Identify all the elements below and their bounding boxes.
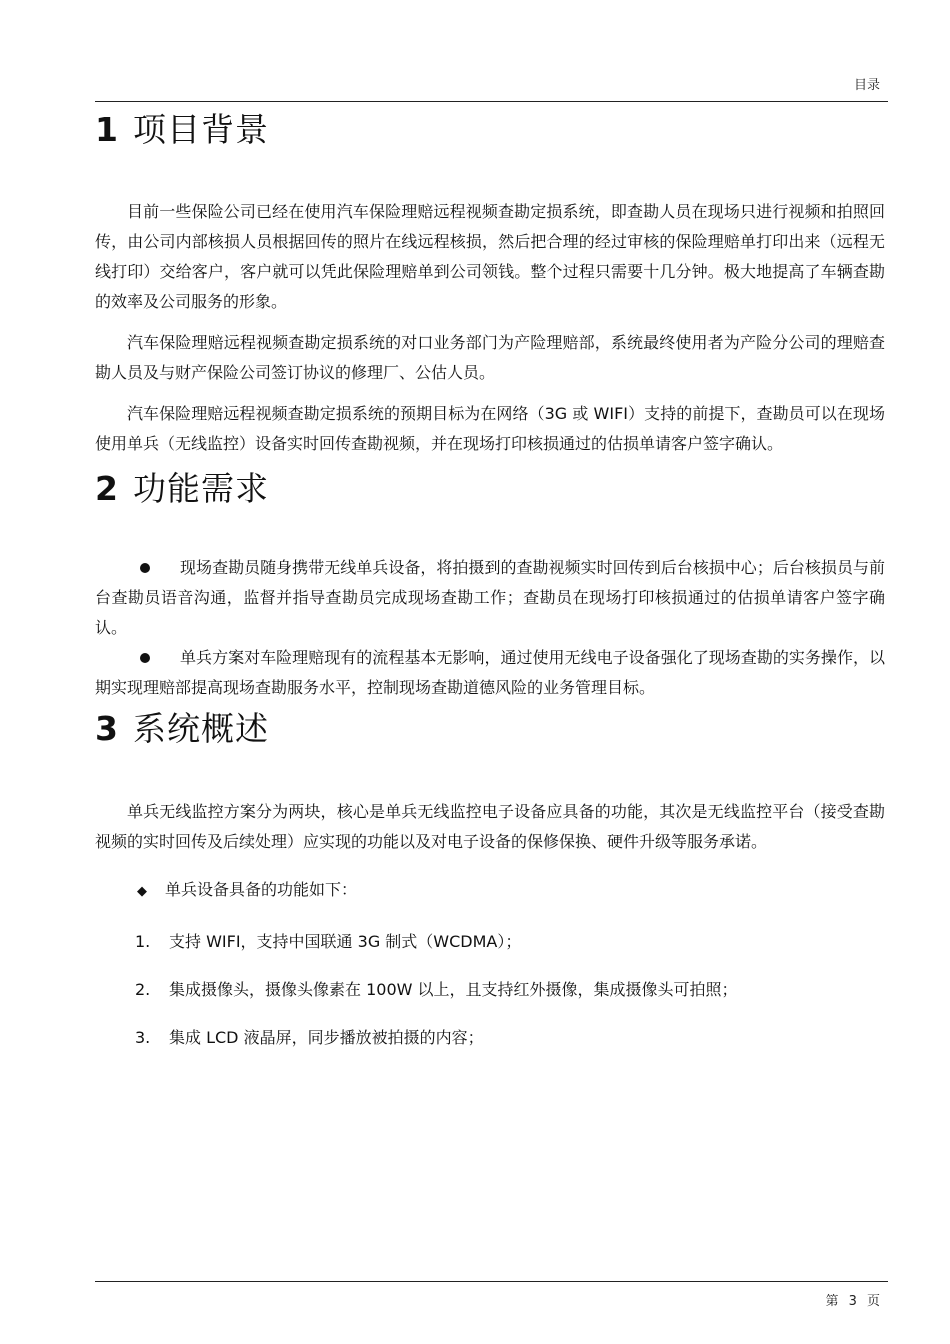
section-heading-2 [95,463,885,515]
section-title: 系统概述 [132,709,269,748]
section-number: 2 [95,469,119,508]
diamond-list-item [95,875,885,907]
bullet-text: 现场查勘员随身携带无线单兵设备，将拍摄到的查勘视频实时回传到后台核损中心；后台核损员与前台查勘员语音沟通，监督并指导查勘员完成现场查勘工作；查勘员在现场打印核损通过的估损单请客户签字确认。 [95,558,885,637]
numbered-item [95,927,885,957]
item-text: 集成 LCD 液晶屏，同步播放被拍摄的内容； [169,1028,484,1047]
bullet-item [95,643,885,703]
section-number: 1 [95,110,119,149]
paragraph: 单兵无线监控方案分为两块，核心是单兵无线监控电子设备应具备的功能，其次是无线监控平台（接受查勘视频的实时回传及后续处理）应实现的功能以及对电子设备的保修保换、硬件升级等服务承诺。 [95,802,885,851]
item-text: 集成摄像头，摄像头像素在 100W 以上，且支持红外摄像，集成摄像头可拍照； [169,980,738,999]
section-heading-3 [95,703,885,755]
item-number: 3. [135,1028,151,1047]
paragraph: 目前一些保险公司已经在使用汽车保险理赔远程视频查勘定损系统，即查勘人员在现场只进行视频和拍照回传，由公司内部核损人员根据回传的照片在线远程核损，然后把合理的经过审核的保险理赔单打印出来（远程无线打印）交给客户，客户就可以凭此保险理赔单到公司领钱。整个过程只需要十几分钟。极大地提高了车辆查勘的效率及公司服务的形象。 [95,202,885,311]
paragraph: 汽车保险理赔远程视频查勘定损系统的预期目标为在网络（3G 或 WIFI）支持的前提下，查勘员可以在现场使用单兵（无线监控）设备实时回传查勘视频，并在现场打印核损通过的估损单请客户签字确认。 [95,404,885,453]
numbered-item [95,975,885,1005]
section-number: 3 [95,709,119,748]
item-text: 支持 WIFI，支持中国联通 3G 制式（WCDMA）； [169,932,522,951]
item-number: 2. [135,980,151,999]
bullet-item [95,553,885,643]
paragraph: 汽车保险理赔远程视频查勘定损系统的对口业务部门为产险理赔部，系统最终使用者为产险分公司的理赔查勘人员及与财产保险公司签订协议的修理厂、公估人员。 [95,333,885,382]
bullet-icon [140,563,150,573]
section-heading-1 [95,104,885,156]
numbered-item [95,1023,885,1053]
diamond-bullet-icon: ◆ [137,884,147,899]
section-title: 项目背景 [132,110,269,149]
diamond-item-text: 单兵设备具备的功能如下： [165,880,358,899]
header-rule [95,101,888,102]
section-title: 功能需求 [132,469,269,508]
bullet-icon [140,653,150,663]
footer-rule [95,1281,888,1282]
bullet-text: 单兵方案对车险理赔现有的流程基本无影响，通过使用无线电子设备强化了现场查勘的实务操作，以期实现理赔部提高现场查勘服务水平，控制现场查勘道德风险的业务管理目标。 [95,648,885,697]
page-number: 第 3 页 [825,1294,880,1309]
document-body [95,104,885,1053]
item-number: 1. [135,932,151,951]
header-label: 目录 [853,78,880,93]
